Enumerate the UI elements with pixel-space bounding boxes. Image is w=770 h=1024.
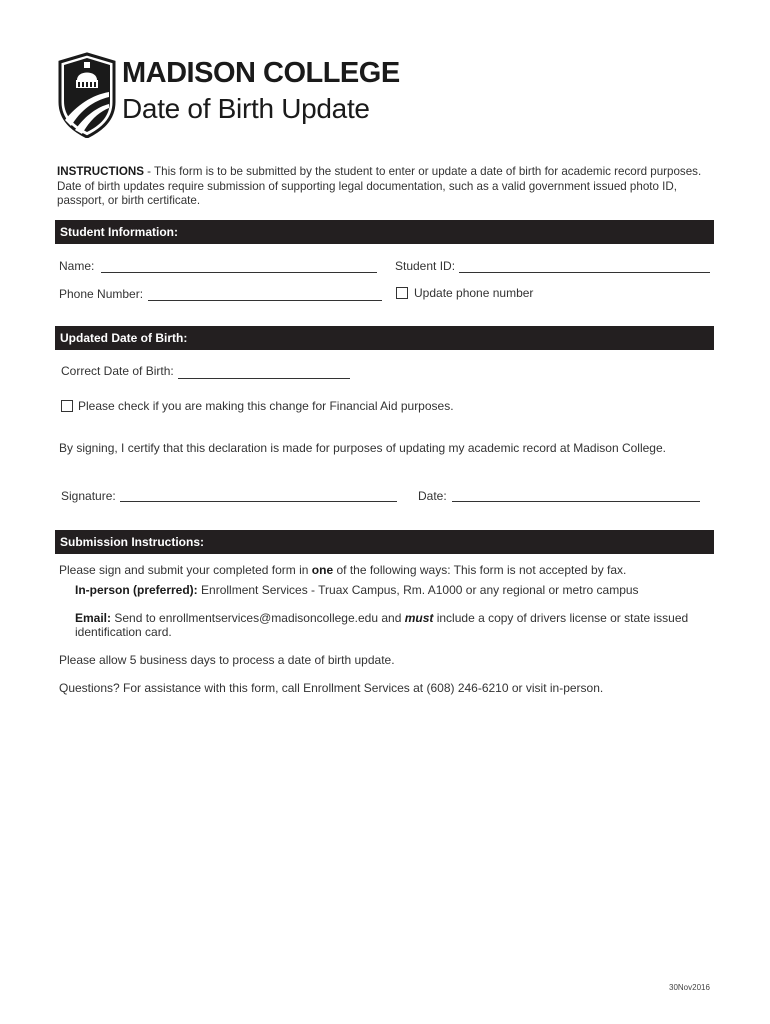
certification-statement: By signing, I certify that this declaration is made for purposes of updating my academic record at Madison College. bbox=[59, 441, 666, 455]
correct-dob-field[interactable] bbox=[178, 378, 350, 379]
update-phone-checkbox[interactable] bbox=[396, 287, 408, 299]
phone-number-field[interactable] bbox=[148, 300, 382, 301]
in-person-label: In-person (preferred): bbox=[75, 583, 198, 597]
in-person-option bbox=[75, 584, 695, 598]
student-id-field[interactable] bbox=[459, 272, 710, 273]
financial-aid-label: Please check if you are making this change for Financial Aid purposes. bbox=[78, 399, 454, 413]
college-name: MADISON COLLEGE bbox=[122, 57, 400, 89]
email-requirement-text: include a copy of drivers license or state issued identification card. bbox=[75, 611, 689, 639]
name-label: Name: bbox=[59, 259, 95, 273]
name-field[interactable] bbox=[101, 272, 377, 273]
email-option bbox=[75, 612, 695, 639]
submission-instructions-heading: Submission Instructions: bbox=[55, 530, 714, 554]
email-label: Email: bbox=[75, 611, 112, 625]
phone-number-label: Phone Number: bbox=[59, 287, 144, 301]
instructions-paragraph bbox=[57, 165, 717, 209]
questions-note: Questions? For assistance with this form, call Enrollment Services at (608) 246-6210 or visit in-person. bbox=[59, 681, 604, 695]
update-phone-label: Update phone number bbox=[414, 286, 534, 300]
email-must-emphasis: must bbox=[404, 611, 434, 625]
updated-dob-heading: Updated Date of Birth: bbox=[55, 326, 714, 350]
correct-dob-label: Correct Date of Birth: bbox=[61, 364, 174, 378]
signature-field[interactable] bbox=[120, 501, 397, 502]
instructions-text: - This form is to be submitted by the student to enter or update a date of birth for academic record purposes. Date of birth updates require submission of supporting legal documentation, such as a valid government issued photo ID, passport, or birth certificate. bbox=[57, 165, 702, 208]
form-title: Date of Birth Update bbox=[122, 93, 370, 124]
submission-intro-fax-note: of the following ways: This form is not accepted by fax. bbox=[333, 563, 627, 577]
processing-time-note: Please allow 5 business days to process a date of birth update. bbox=[59, 653, 395, 667]
date-field[interactable] bbox=[452, 501, 700, 502]
instructions-lead: INSTRUCTIONS bbox=[57, 165, 144, 178]
student-id-label: Student ID: bbox=[395, 259, 456, 273]
submission-intro-emphasis: one bbox=[311, 563, 334, 577]
submission-intro bbox=[59, 563, 626, 578]
financial-aid-checkbox[interactable] bbox=[61, 400, 73, 412]
signature-label: Signature: bbox=[61, 489, 116, 503]
revision-date: 30Nov2016 bbox=[669, 983, 710, 992]
date-label: Date: bbox=[418, 489, 447, 503]
in-person-text: Enrollment Services - Truax Campus, Rm. A1000 or any regional or metro campus bbox=[197, 583, 639, 597]
submission-intro-text: Please sign and submit your completed form in bbox=[59, 563, 312, 577]
madison-college-shield-logo bbox=[57, 50, 117, 138]
email-text: Send to enrollmentservices@madisoncollege.edu and bbox=[111, 611, 405, 625]
student-information-heading: Student Information: bbox=[55, 220, 714, 244]
